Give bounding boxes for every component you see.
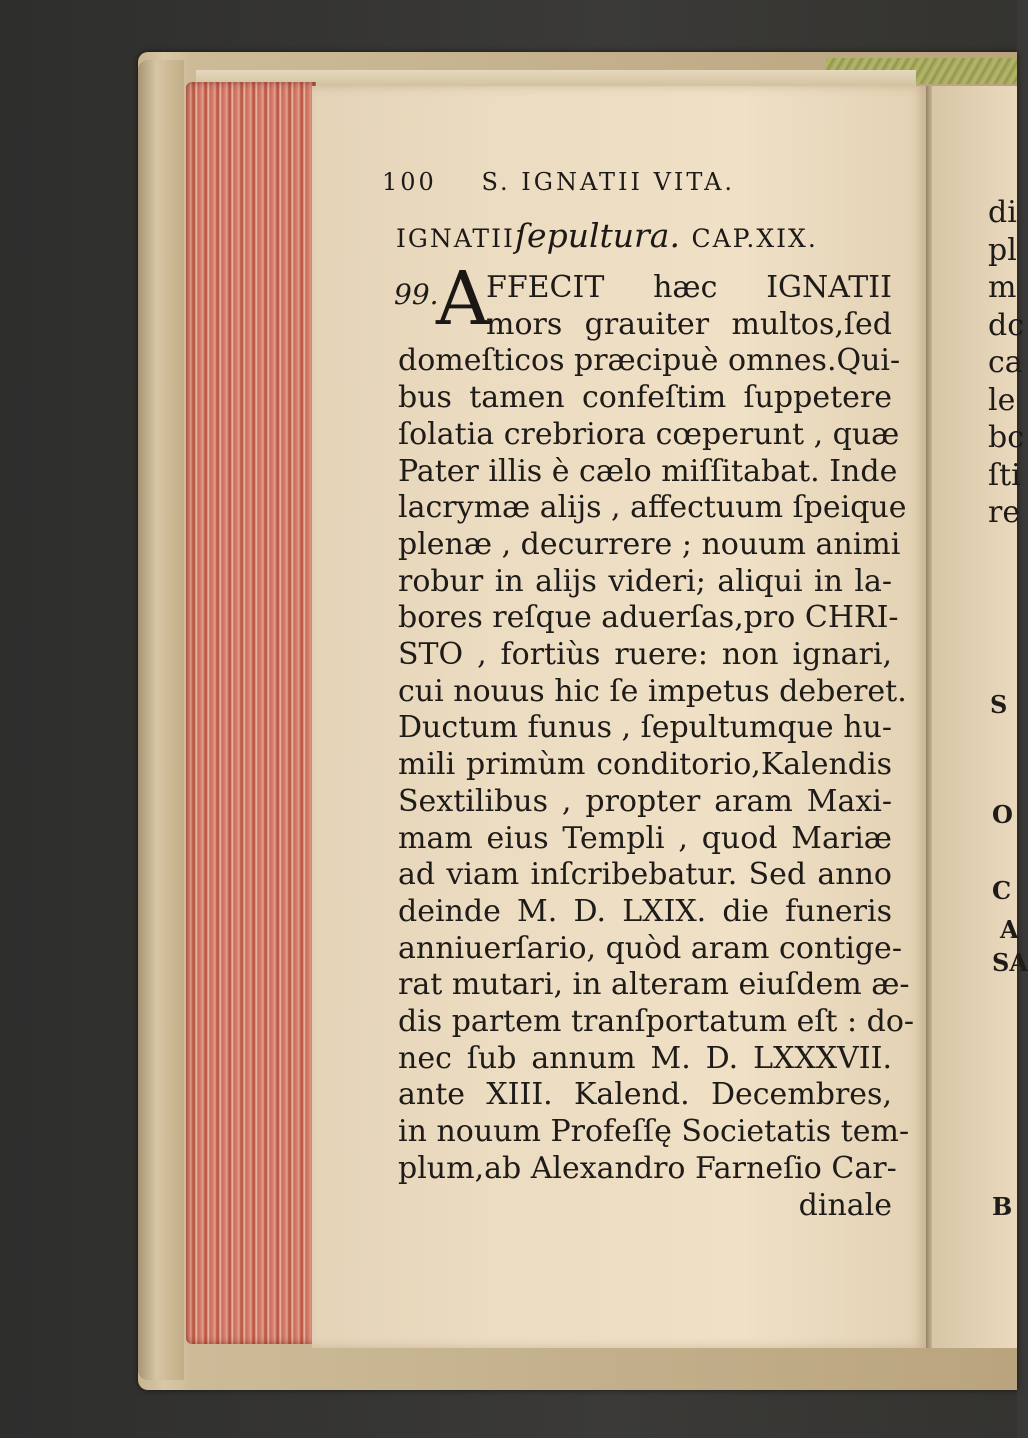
text-line: mili primùm conditorio,Kalendis [398,747,892,783]
text-line: mam eius Templi , quod Mariæ [398,820,892,856]
text-line: bores reſque aduerſas,pro CHRI- [398,600,899,636]
page-number: 100 [382,168,437,196]
facing-page-fragment: A [1000,915,1019,944]
facing-page-fragment: SA [992,948,1028,977]
facing-page-fragment: C [992,876,1012,905]
facing-page-fragment: bc [988,420,1025,455]
text-line: Pater illis è cælo miſſitabat. Inde [398,453,898,489]
text-line: deinde M. D. LXIX. die funeris [398,893,892,929]
facing-page-fragment: re [988,495,1021,530]
facing-page-fragment: m [988,270,1017,305]
text-line: bus tamen confeſtim ſuppetere [398,380,892,416]
paragraph-number: 99. [394,278,439,311]
facing-page-fragment: dc [988,308,1025,343]
facing-page-fragment: ſti [988,458,1021,493]
running-head [382,168,902,196]
text-line: domeſticos præcipuè omnes.Qui- [398,343,901,379]
text-line: rat mutari, in alteram eiuſdem æ- [398,967,910,1003]
chapter-name: IGNATII [396,224,515,253]
facing-page-fragment: pl [988,233,1017,268]
chapter-subject: ſepultura. [514,216,680,255]
text-line: STO , fortiùs ruere: non ignari, [398,637,892,672]
facing-page-fragment: O [992,800,1013,829]
text-line: anniuerſario, quòd aram contige- [398,930,902,966]
text-line: Ductum funus , ſepultumque hu- [398,710,893,746]
red-page-edges [186,82,316,1344]
book-spine [138,60,184,1380]
text-line: plum,ab Alexandro Farneſio Car- [398,1150,897,1186]
chapter-heading [396,216,916,255]
text-line: mors grauiter multos,ſed [486,306,892,342]
facing-page-fragment: ca [988,345,1023,380]
running-title: S. IGNATII VITA. [481,168,736,196]
text-line: ante XIII. Kalend. Decembres, [398,1077,892,1113]
text-line: dis partem tranſportatum eſt : do- [398,1004,915,1039]
drop-cap: A [436,256,490,342]
text-line: nec ſub annum M. D. LXXXVII. [398,1040,892,1076]
catchword: dinale [798,1187,892,1223]
text-line: in nouum Profeſſę Societatis tem- [398,1114,910,1150]
text-line: ad viam inſcribebatur. Sed anno [398,857,892,893]
facing-page-fragment: B [992,1192,1013,1221]
facing-page-fragment: di [988,195,1017,230]
text-line: ſolatia crebriora cœperunt , quæ [398,416,900,452]
text-line: Sextilibus , propter aram Maxi- [398,783,892,819]
facing-page-fragment: S [990,690,1008,719]
text-line: cui nouus hic ſe impetus deberet. [398,673,907,709]
text-line: robur in alijs videri; aliqui in la- [398,563,892,599]
facing-page-fragment: le [988,383,1016,418]
text-line: lacrymæ alijs , affectuum ſpeique [398,490,907,526]
text-line: plenæ , decurrere ; nouum animi [398,526,901,562]
chapter-label: CAP.XIX. [691,224,818,253]
text-line: FFECIT hæc IGNATII [486,270,892,305]
